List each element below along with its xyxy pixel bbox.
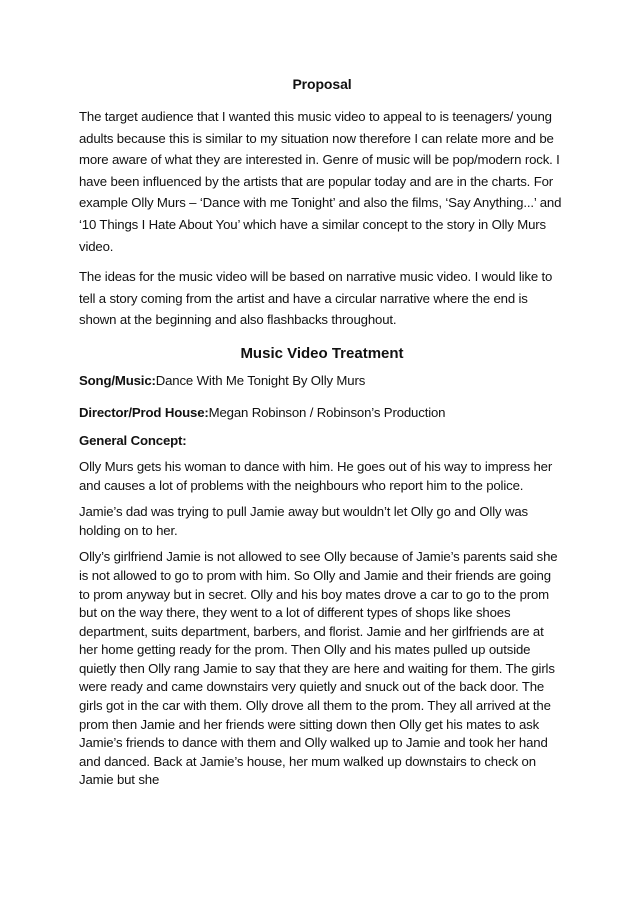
- concept-field: [79, 432, 565, 450]
- song-field: [79, 372, 565, 390]
- concept-label: General Concept:: [79, 432, 187, 448]
- document-page: [79, 76, 565, 790]
- director-field: [79, 404, 565, 422]
- proposal-paragraph-audience: The target audience that I wanted this music video to appeal to is teenagers/ young adults because this is similar to my situation now therefore I can relate more and be more aware of what they are interested in. Genre of music will be pop/modern rock. I have been influenced by the artists that are popular today and are in the charts. For example Olly Murs – ‘Dance with me Tonight’ and also the films, ‘Say Anything...’ and ‘10 Things I Hate About You’ which have a similar concept to the story in Olly Murs video.: [79, 109, 562, 254]
- song-label: Song/Music:: [79, 372, 156, 388]
- concept-paragraph-1: Olly Murs gets his woman to dance with him. He goes out of his way to impress her and causes a lot of problems with the neighbours who report him to the police.: [79, 458, 553, 493]
- concept-paragraph-2: Jamie’s dad was trying to pull Jamie away but wouldn’t let Olly go and Olly was holding on to her.: [79, 504, 528, 538]
- treatment-title: Music Video Treatment: [240, 344, 404, 362]
- proposal-title: Proposal: [292, 76, 352, 92]
- director-label: Director/Prod House:: [79, 404, 209, 420]
- song-value: Dance With Me Tonight By Olly Murs: [155, 372, 366, 388]
- concept-paragraph-3: Olly’s girlfriend Jamie is not allowed to see Olly because of Jamie’s parents said she is not allowed to go to prom with him. So Olly and Jamie and their friends are going to prom anyway but in secret. Olly and his boy mates drove a car to go to the prom but on the way there, they went to a lot of different types of shops like shoes department, suits department, barbers, and florist. Jamie and her girlfriends are at her home getting ready for the prom. Then Olly and his mates pulled up outside quietly then Olly rang Jamie to say that they are here and waiting for them. The girls were ready and came downstairs very quietly and snuck out of the back door. The girls got in the car with them. Olly drove all them to the prom. They all arrived at the prom then Jamie and her friends were sitting down then Olly get his mates to ask Jamie’s friends to dance with them and Olly walked up to Jamie and took her hand and danced. Back at Jamie’s house, her mum walked up downstairs to check on Jamie but she: [79, 549, 558, 788]
- proposal-paragraph-ideas: The ideas for the music video will be based on narrative music video. I would like to tell a story coming from the artist and have a circular narrative where the end is shown at the beginning and also flashbacks throughout.: [79, 269, 553, 328]
- director-value: Megan Robinson / Robinson’s Production: [208, 404, 446, 420]
